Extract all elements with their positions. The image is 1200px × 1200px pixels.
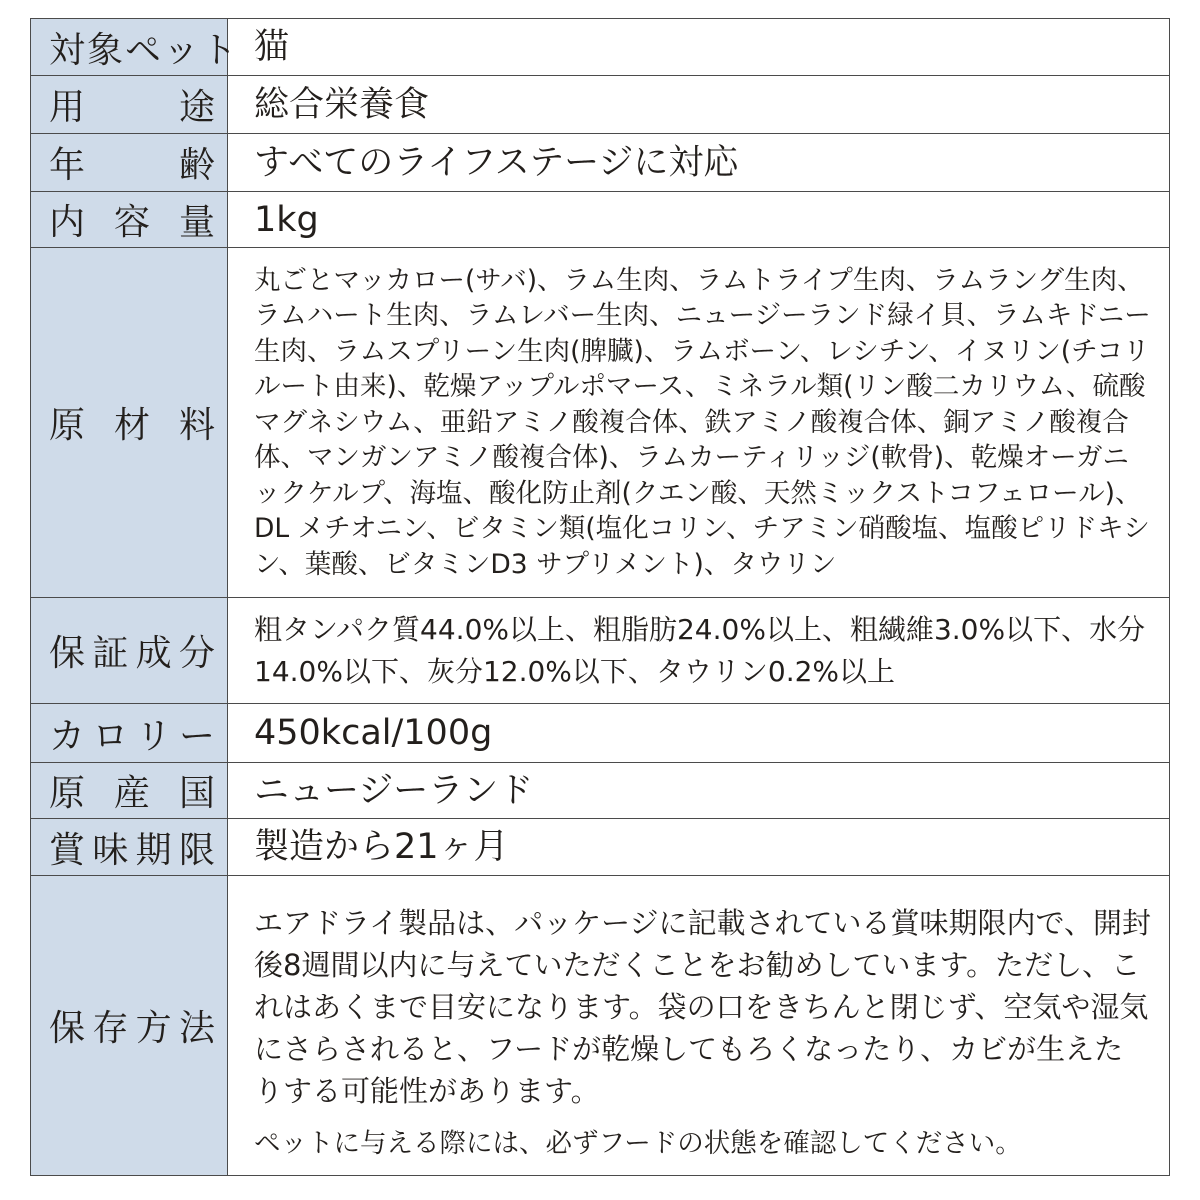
row-purpose (31, 76, 1170, 134)
label-calories: カロリー (31, 704, 228, 763)
label-age: 年齢 (31, 134, 228, 192)
row-target-pet (31, 19, 1170, 76)
row-storage (31, 876, 1170, 1176)
label-origin: 原産国 (31, 763, 228, 819)
value-ingredients: 丸ごとマッカロー(サバ)、ラム生肉、ラムトライプ生肉、ラムラング生肉、ラムハート生肉、ラムレバー生肉、ニュージーランド緑イ貝、ラムキドニー生肉、ラムスプリーン生肉(脾臓)、ラムボーン、レシチン、イヌリン(チコリルート由来)、乾燥アップルポマース、ミネラル類(リン酸二カリウム、硫酸マグネシウム、亜鉛アミノ酸複合体、鉄アミノ酸複合体、銅アミノ酸複合体、マンガンアミノ酸複合体)、ラムカーティリッジ(軟骨)、乾燥オーガニックケルプ、海塩、酸化防止剤(クエン酸、天然ミックストコフェロール)、 DL メチオニン、ビタミン類(塩化コリン、チアミン硝酸塩、塩酸ピリドキシン、葉酸、ビタミンD3 サプリメント)、タウリン (228, 248, 1170, 598)
storage-instructions: エアドライ製品は、パッケージに記載されている賞味期限内で、開封後8週間以内に与えていただくことをお勧めしています。ただし、これはあくまで目安になります。袋の口をきちんと閉じず、空気や湿気にさらされると、フードが乾燥してもろくなったり、カビが生えたりする可能性があります。 (254, 905, 1151, 1108)
row-calories (31, 704, 1170, 763)
row-guaranteed-analysis (31, 598, 1170, 704)
label-purpose: 用途 (31, 76, 228, 134)
label-target-pet: 対象ペット (31, 19, 228, 76)
product-spec-table (30, 18, 1170, 1176)
label-net-content: 内容量 (31, 192, 228, 248)
value-calories: 450kcal/100g (228, 704, 1170, 763)
label-ingredients: 原材料 (31, 248, 228, 598)
value-origin: ニュージーランド (228, 763, 1170, 819)
value-storage (228, 876, 1170, 1176)
row-ingredients (31, 248, 1170, 598)
value-purpose: 総合栄養食 (228, 76, 1170, 134)
label-storage: 保存方法 (31, 876, 228, 1176)
label-best-before: 賞味期限 (31, 819, 228, 876)
value-net-content: 1kg (228, 192, 1170, 248)
value-age: すべてのライフステージに対応 (228, 134, 1170, 192)
value-best-before: 製造から21ヶ月 (228, 819, 1170, 876)
row-origin (31, 763, 1170, 819)
row-net-content (31, 192, 1170, 248)
row-age (31, 134, 1170, 192)
value-target-pet: 猫 (228, 19, 1170, 76)
value-guaranteed-analysis: 粗タンパク質44.0%以上、粗脂肪24.0%以上、粗繊維3.0%以下、水分14.0%以下、灰分12.0%以下、タウリン0.2%以上 (228, 598, 1170, 704)
row-best-before (31, 819, 1170, 876)
storage-note: ペットに与える際には、必ずフードの状態を確認してください。 (254, 1127, 1022, 1159)
label-guaranteed-analysis: 保証成分 (31, 598, 228, 704)
